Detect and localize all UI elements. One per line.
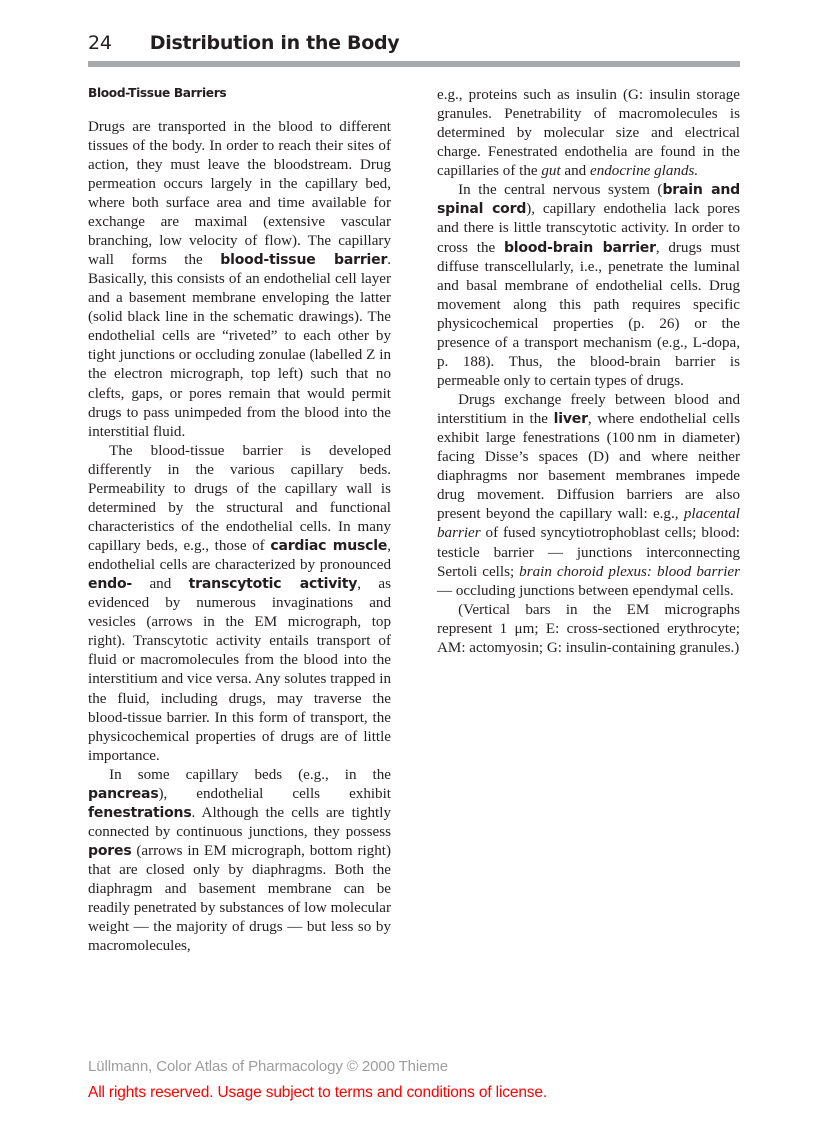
text-run: . Although the cells are tightly connected by continuous junctions, they possess bbox=[88, 804, 391, 840]
paragraph bbox=[88, 766, 391, 957]
bold-term: pores bbox=[88, 843, 132, 860]
paragraph bbox=[437, 181, 740, 391]
section-title: Blood-Tissue Barriers bbox=[88, 86, 227, 100]
paragraph bbox=[437, 601, 740, 658]
text-run: , as evidenced by numerous invaginations and vesicles (arrows in the EM micrograph, top right). Transcytotic activity entails transport of fluid or macromolecules from the blood into the interstitium and vice versa. Any solutes trapped in the fluid, including drugs, may traverse the blood-tissue barrier. In this form of transport, the physicochemical properties of drugs are of little importance. bbox=[88, 576, 391, 764]
footer-rights-notice: All rights reserved. Usage subject to terms and conditions of license. bbox=[88, 1084, 548, 1101]
bold-term: cardiac muscle bbox=[270, 538, 388, 555]
text-run: . Basically, this consists of an endothelial cell layer and a basement membrane enveloping the latter (solid black line in the schematic drawings). The endothelial cells are “riveted” to each other by tight junctions or occluding zonulae (labelled Z in the electron micrograph, top left) such that no clefts, gaps, or pores remain that would permit drugs to pass unimpeded from the blood into the interstitial fluid. bbox=[88, 252, 391, 440]
italic-term: brain choroid plexus: blood barrier bbox=[519, 563, 740, 580]
running-head bbox=[88, 32, 740, 60]
italic-term: placental barrier bbox=[437, 506, 740, 542]
text-run: , endothelial cells are characterized by pronounced bbox=[88, 538, 391, 574]
text-run: (arrows in EM micrograph, bottom right) that are closed only by diaphragms. Both the diaphragm and basement membrane can be readily penetrated by substances of low molecular weight — the majority of drugs — but less so by macromolecules, bbox=[88, 843, 391, 955]
text-run: ), capillary endothelia lack pores and there is little transcytotic activity. In order to cross the bbox=[437, 201, 741, 256]
text-run: of fused syncytiotrophoblast cells; blood: testicle barrier — junctions interconnecting Sertoli cells; bbox=[437, 525, 740, 580]
italic-term: endocrine glands. bbox=[590, 163, 699, 180]
two-column-body bbox=[88, 86, 740, 1046]
text-run: In the central nervous system ( bbox=[458, 182, 663, 199]
text-run: The blood-tissue barrier is developed differently in the various capillary beds. Permeability to drugs of the capillary wall is determined by the structural and functional characteristics of the endothelial cells. In many capillary beds, e.g., those of bbox=[88, 442, 391, 555]
bold-term: pancreas bbox=[88, 785, 159, 802]
text-run: (Vertical bars in the EM micrographs represent 1 μm; E: cross-sectioned erythrocyte; AM: actomyosin; G: insulin-containing granules.) bbox=[437, 601, 740, 656]
text-run: and bbox=[560, 163, 590, 180]
bold-term: transcytotic activity bbox=[188, 576, 358, 593]
italic-term: gut bbox=[541, 163, 561, 180]
bold-term: liver bbox=[553, 411, 588, 428]
bold-term: brain and spinal cord bbox=[437, 182, 740, 218]
text-run: Drugs are transported in the blood to different tissues of the body. In order to reach their sites of action, they must leave the bloodstream. Drug permeation occurs largely in the capillary bed, where both surface area and time available for exchange are maximal (extensive vascular branching, low velocity of flow). The capillary wall forms the bbox=[88, 118, 391, 269]
text-run: , drugs must diffuse transcellularly, i.e., penetrate the luminal and basal membrane of endothelial cells. Drug movement along this path requires specific physicochemical properties (p. 26) or the presence of a transport mechanism (e.g., L-dopa, p. 188). Thus, the blood-brain barrier is permeable only to certain types of drugs. bbox=[437, 239, 740, 389]
footer-credit: Lüllmann, Color Atlas of Pharmacology © 2000 Thieme bbox=[88, 1058, 449, 1075]
text-run: , where endothelial cells exhibit large fenestrations (100 nm in diameter) facing Disse’s spaces (D) and where neither diaphragms nor basement membranes impede drug movement. Diffusion barriers are also present beyond the capillary wall: e.g., bbox=[437, 411, 740, 523]
left-column bbox=[88, 86, 391, 1046]
right-column-paragraphs bbox=[437, 86, 740, 658]
paragraph bbox=[88, 118, 391, 442]
paragraph bbox=[437, 391, 740, 601]
bold-term: blood-tissue barrier bbox=[220, 252, 388, 269]
text-run: Drugs exchange freely between blood and interstitium in the bbox=[437, 392, 740, 428]
text-run: e.g., proteins such as insulin (G: insulin storage granules. Penetrability of macromolecules is determined by molecular size and electrical charge. Fenestrated endothelia are found in the capillaries of the bbox=[437, 87, 740, 180]
running-title: Distribution in the Body bbox=[149, 32, 400, 54]
text-run: — occluding junctions between ependymal cells. bbox=[437, 582, 734, 599]
left-column-paragraphs bbox=[88, 118, 391, 957]
page-number: 24 bbox=[88, 32, 112, 54]
paragraph bbox=[88, 442, 391, 766]
bold-term: endo- bbox=[88, 576, 133, 593]
paragraph bbox=[437, 86, 740, 181]
bold-term: fenestrations bbox=[88, 804, 192, 821]
text-run: In some capillary beds (e.g., in the bbox=[109, 766, 391, 783]
header-rule bbox=[88, 61, 740, 67]
right-column bbox=[437, 86, 740, 1046]
text-run: ), endothelial cells exhibit bbox=[158, 785, 391, 802]
bold-term: blood-brain barrier bbox=[503, 239, 656, 256]
text-run: and bbox=[132, 576, 189, 593]
